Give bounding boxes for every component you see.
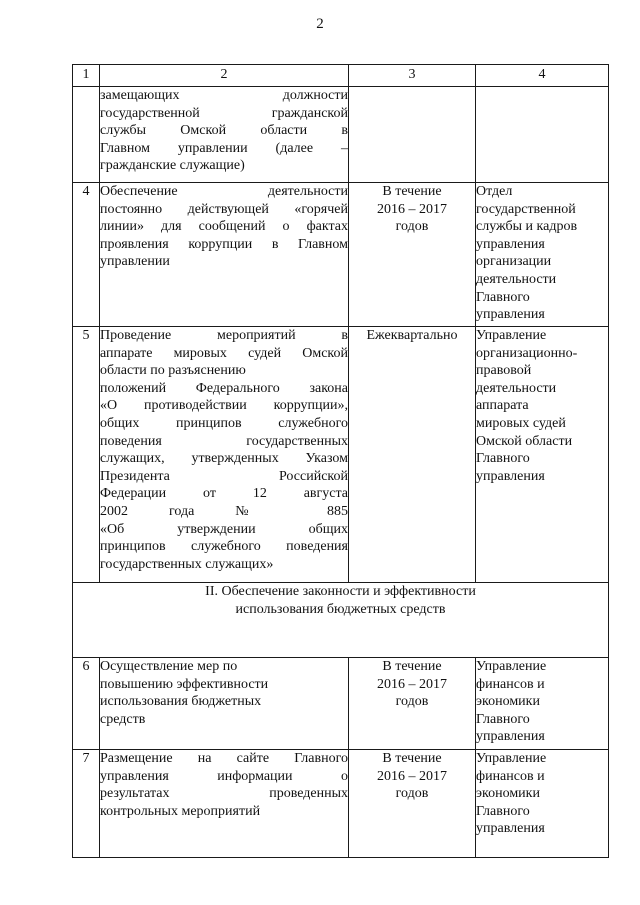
text-line: результатах проведенных <box>100 786 348 802</box>
text-line: замещающих должности <box>100 88 348 103</box>
text-line: Главного <box>476 711 530 727</box>
text-line: годов <box>395 786 429 802</box>
text-line: линии» для сообщений о фактах <box>100 219 348 235</box>
row-number-cell: 7 <box>73 750 100 858</box>
activity-description-cell <box>100 327 349 583</box>
activity-description-cell <box>100 658 349 750</box>
responsible-cell <box>476 658 609 750</box>
text-line: государственных служащих» <box>100 556 274 572</box>
text-line: Отдел <box>476 184 513 199</box>
text-line: службы Омской области в <box>100 123 348 139</box>
text-line: Управление <box>476 328 547 343</box>
text-line: годов <box>395 219 429 235</box>
responsible-cell <box>476 327 609 583</box>
text-line: деятельности <box>476 380 557 396</box>
responsible-cell <box>476 87 609 183</box>
text-line: общих принципов служебного <box>100 415 348 431</box>
text-line: поведения государственных <box>100 433 348 449</box>
text-line: В течение <box>382 751 442 766</box>
text-line: управления <box>476 821 545 837</box>
text-line: Осуществление мер по <box>100 659 238 674</box>
text-line: управления <box>476 307 545 323</box>
section-heading-line: II. Обеспечение законности и эффективности <box>205 584 476 599</box>
text-line: контрольных мероприятий <box>100 803 261 819</box>
text-line: Главного <box>476 803 530 819</box>
text-line: Главного <box>476 289 530 305</box>
text-line: финансов и <box>476 768 545 784</box>
text-line: «Об утверждении общих <box>100 521 348 537</box>
text-line: аппарата <box>476 398 529 414</box>
text-line: В течение <box>382 659 442 674</box>
text-line: Управление <box>476 659 547 674</box>
text-line: управления <box>476 468 545 484</box>
text-line: Президента Российской <box>100 468 348 484</box>
text-line: 2002 года № 885 <box>100 503 348 519</box>
text-line: правовой <box>476 363 532 379</box>
term-cell <box>349 87 476 183</box>
text-line: службы и кадров <box>476 219 578 235</box>
table-header-row <box>73 65 609 87</box>
text-line: Омской области <box>476 433 573 449</box>
text-line: управлении <box>100 254 170 270</box>
table-row-continuation <box>73 87 609 183</box>
table-row <box>73 183 609 327</box>
text-line: «О противодействии коррупции», <box>100 398 348 414</box>
text-line: 2016 – 2017 <box>377 201 447 217</box>
text-line: государственной <box>476 201 576 217</box>
responsible-cell <box>476 750 609 858</box>
table-row <box>73 750 609 858</box>
row-number-cell: 4 <box>73 183 100 327</box>
term-cell <box>349 658 476 750</box>
text-line: принципов служебного поведения <box>100 539 348 555</box>
activity-description-cell <box>100 87 349 183</box>
text-line: деятельности <box>476 271 557 287</box>
section-heading-line: использования бюджетных средств <box>235 601 446 617</box>
text-line: Ежеквартально <box>366 328 458 343</box>
text-line: Главного <box>476 451 530 467</box>
text-line: управления <box>476 729 545 745</box>
text-line: Обеспечение деятельности <box>100 184 348 199</box>
text-line: 2016 – 2017 <box>377 768 447 784</box>
text-line: проявления коррупции в Главном <box>100 236 348 252</box>
text-line: положений Федерального закона <box>100 380 348 396</box>
text-line: гражданские служащие) <box>100 158 245 174</box>
text-line: В течение <box>382 184 442 199</box>
page-number: 2 <box>316 16 324 32</box>
table-row <box>73 658 609 750</box>
text-line: Федерации от 12 августа <box>100 486 348 502</box>
text-line: организации <box>476 254 552 270</box>
text-line: Управление <box>476 751 547 766</box>
section-heading-row <box>73 583 609 658</box>
row-number-cell: 6 <box>73 658 100 750</box>
text-line: постоянно действующей «горячей <box>100 201 348 217</box>
text-line: экономики <box>476 694 540 710</box>
term-cell <box>349 327 476 583</box>
term-cell <box>349 183 476 327</box>
responsible-cell <box>476 183 609 327</box>
action-plan-table <box>72 64 609 858</box>
text-line: повышению эффективности <box>100 676 269 692</box>
row-number-cell <box>73 87 100 183</box>
text-line: организационно- <box>476 345 578 361</box>
text-line: мировых судей <box>476 415 566 431</box>
activity-description-cell <box>100 183 349 327</box>
text-line: управления информации о <box>100 768 348 784</box>
text-line: управления <box>476 236 545 252</box>
text-line: аппарате мировых судей Омской <box>100 345 348 361</box>
section-heading <box>73 583 609 658</box>
text-line: использования бюджетных <box>100 694 262 710</box>
term-cell <box>349 750 476 858</box>
text-line: финансов и <box>476 676 545 692</box>
text-line: 2016 – 2017 <box>377 676 447 692</box>
table-row <box>73 327 609 583</box>
text-line: годов <box>395 694 429 710</box>
column-header-1: 1 <box>73 65 100 87</box>
text-line: государственной гражданской <box>100 105 348 121</box>
column-header-4: 4 <box>476 65 609 87</box>
text-line: средств <box>100 711 146 727</box>
column-header-2: 2 <box>100 65 349 87</box>
text-line: Главном управлении (далее – <box>100 140 348 156</box>
text-line: Проведение мероприятий в <box>100 328 348 343</box>
row-number-cell: 5 <box>73 327 100 583</box>
text-line: области по разъяснению <box>100 363 246 379</box>
column-header-3: 3 <box>349 65 476 87</box>
text-line: служащих, утвержденных Указом <box>100 451 348 467</box>
activity-description-cell <box>100 750 349 858</box>
text-line: Размещение на сайте Главного <box>100 751 348 766</box>
text-line: экономики <box>476 786 540 802</box>
